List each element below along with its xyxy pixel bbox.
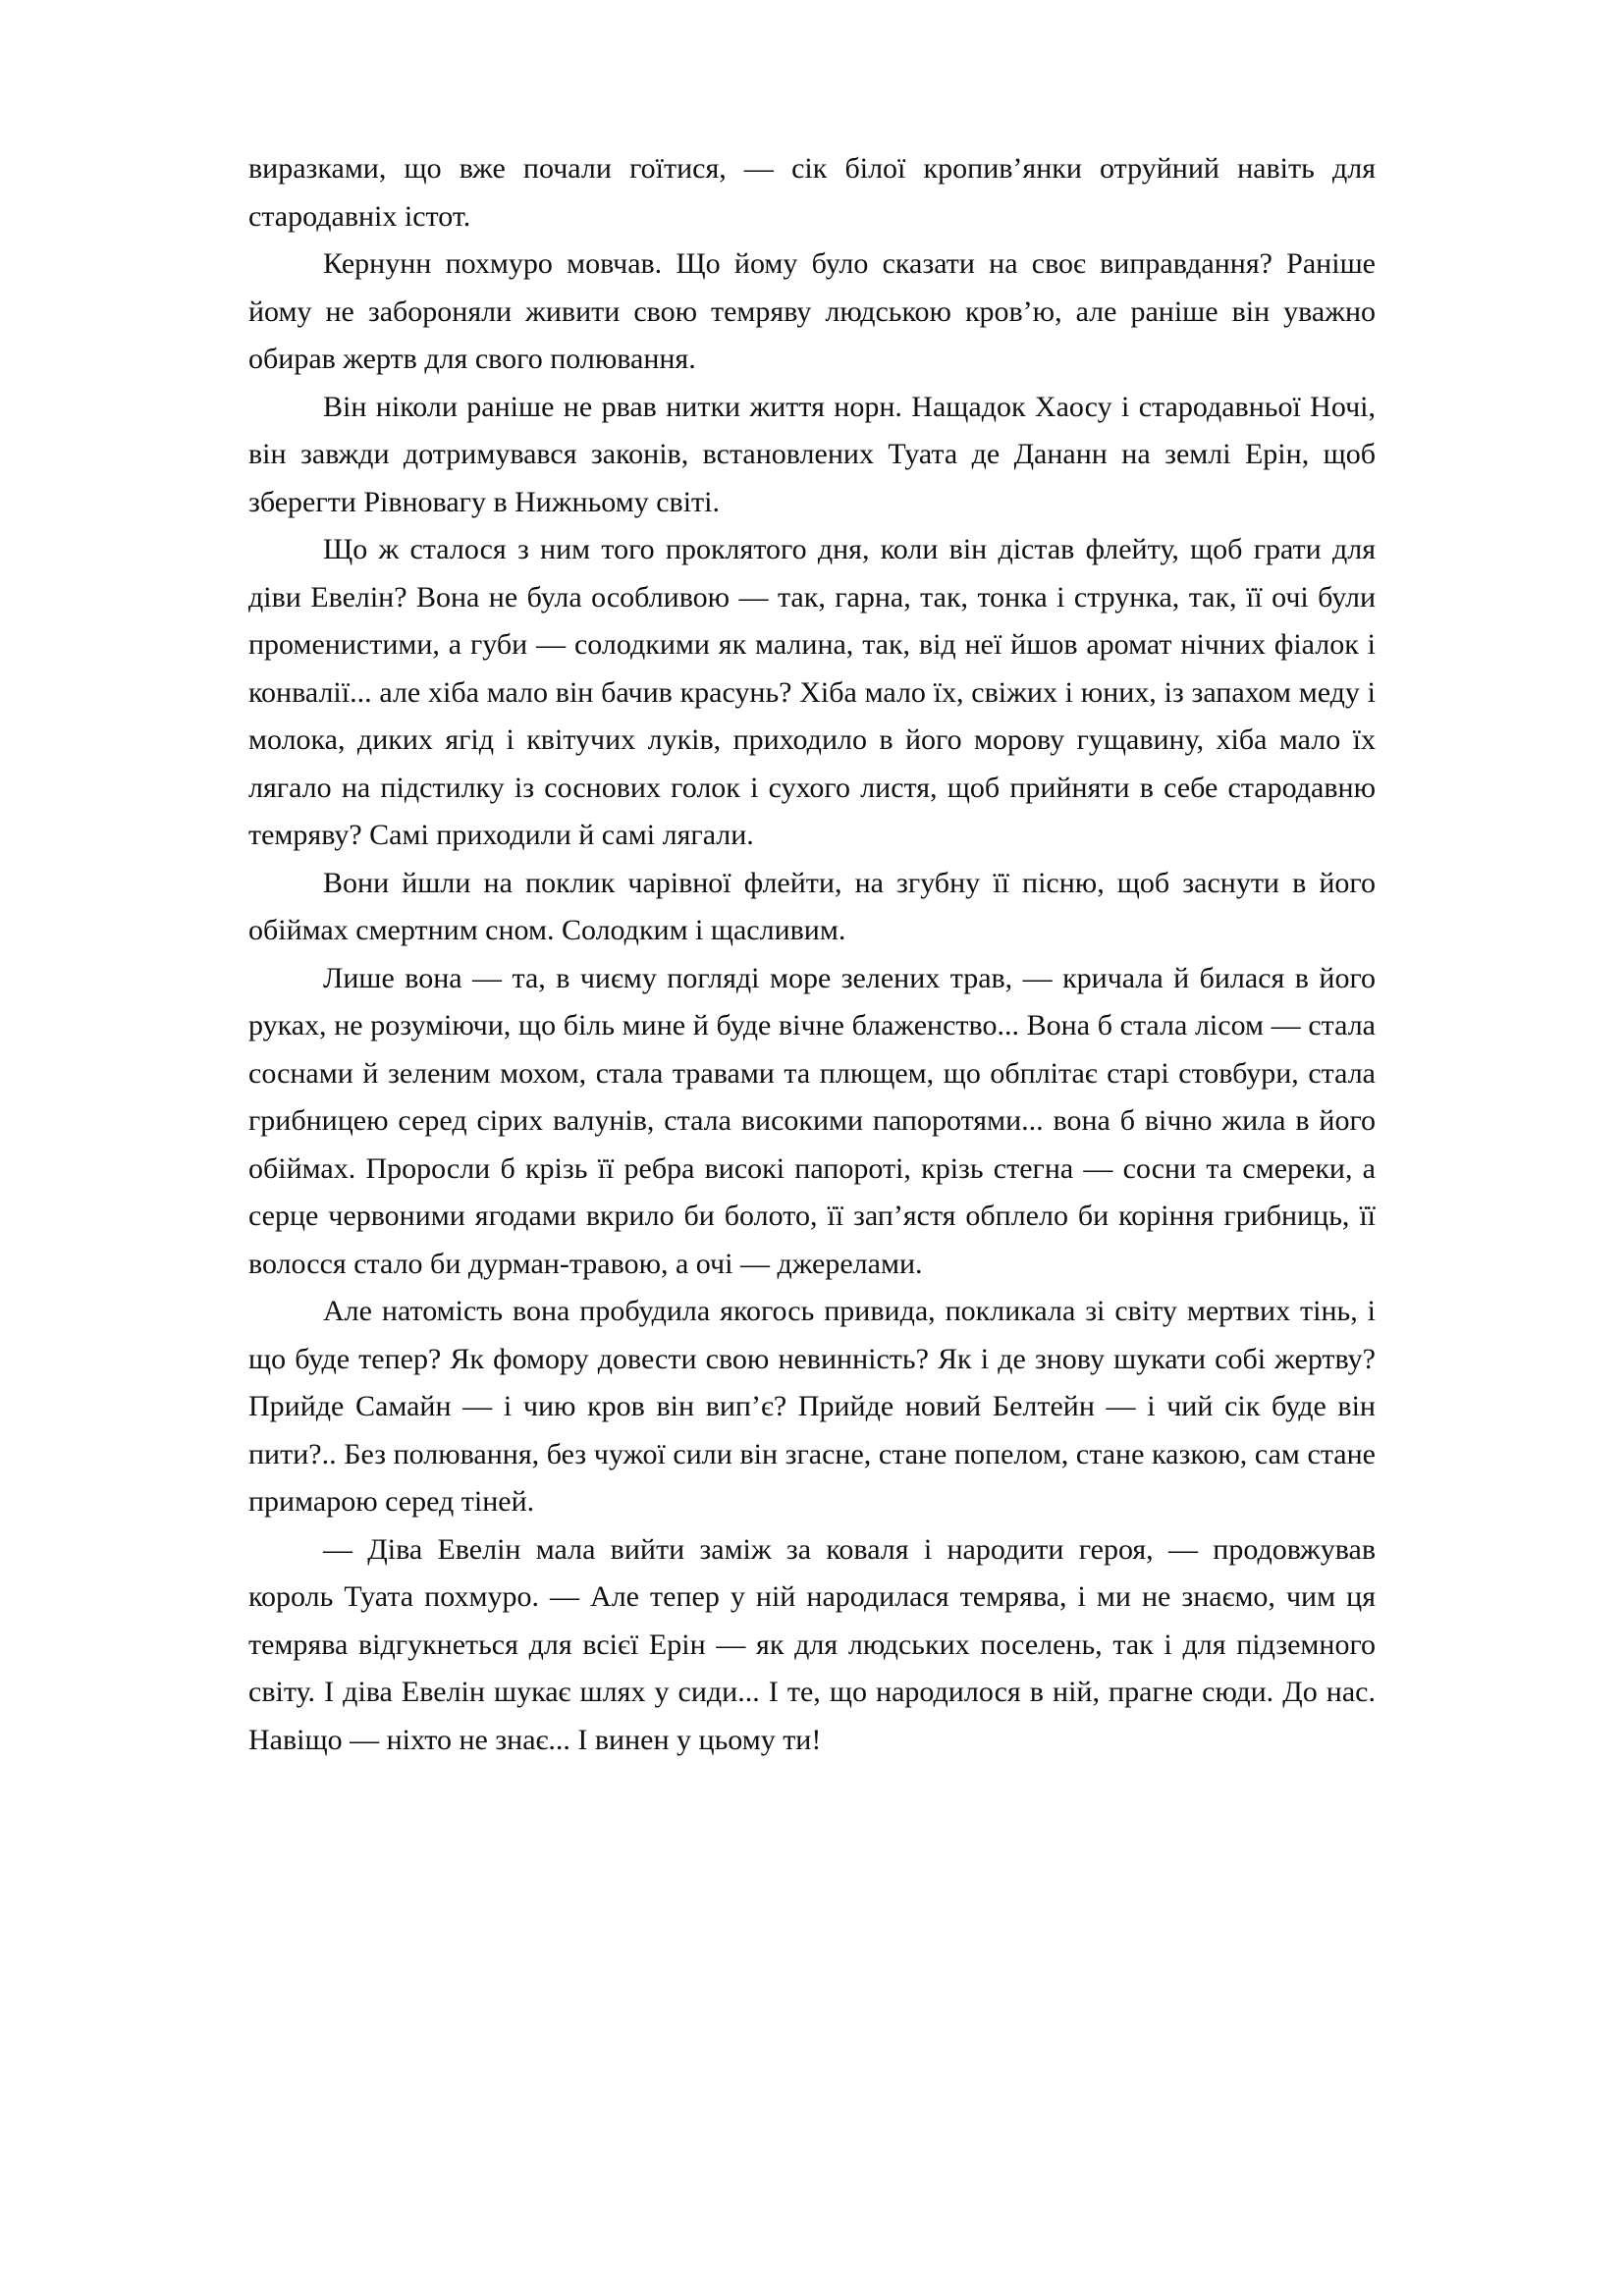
paragraph: виразками, що вже почали гоїтися, — сік білої кропив’янки отруйний навіть для стародавніх істот. [248, 152, 1376, 233]
paragraph: Що ж сталося з ним того проклятого дня, коли він дістав флейту, щоб грати для діви Евелін? Вона не була особливою — так, гарна, так, тонка і струнка, так, її очі були променистими, а губи — солодкими як малина, так, від неї йшов аромат нічних фіалок і конвалії... але хіба мало він бачив красунь? Хіба мало їх, свіжих і юних, із запахом меду і молока, диких ягід і квітучих луків, приходило в його морову гущавину, хіба мало їх лягало на підстилку із соснових голок і сухого листя, щоб прийняти в себе стародавню темряву? Самі приходили й самі лягали. [248, 533, 1376, 851]
paragraph: Кернунн похмуро мовчав. Що йому було сказати на своє виправдання? Раніше йому не забороняли живити свою темряву людською кров’ю, але раніше він уважно обирав жертв для свого полювання. [248, 247, 1376, 375]
paragraph: Лише вона — та, в чиєму погляді море зелених трав, — кричала й билася в його руках, не розуміючи, що біль мине й буде вічне блаженство... Вона б стала лісом — стала соснами й зеленим мохом, стала травами та плющем, що обплітає старі стовбури, стала грибницею серед сірих валунів, стала високими папоротями... вона б вічно жила в його обіймах. Проросли б крізь її ребра високі папороті, крізь стегна — сосни та смереки, а серце червоними ягодами вкрило би болото, її зап’ястя обплело би коріння грибниць, її волосся стало би дурман-травою, а очі — джерелами. [248, 961, 1376, 1280]
paragraph: — Діва Евелін мала вийти заміж за коваля і народити героя, — продовжував король Туата похмуро. — Але тепер у ній народилася темрява, і ми не знаємо, чим ця темрява відгукнеться для всієї Ерін — як для людських поселень, так і для підземного світу. І діва Евелін шукає шлях у сиди... І те, що народилося в ній, прагне сюди. До нас. Навіщо — ніхто не знає... І винен у цьому ти! [248, 1532, 1376, 1756]
body-text [248, 145, 1376, 1764]
paragraph: Вони йшли на поклик чарівної флейти, на згубну її пісню, щоб заснути в його обіймах смертним сном. Солодким і щасливим. [248, 866, 1376, 946]
paragraph: Але натомість вона пробудила якогось привида, покликала зі світу мертвих тінь, і що буде тепер? Як фомору довести свою невинність? Як і де знову шукати собі жертву? Прийде Самайн — і чию кров він вип’є? Прийде новий Белтейн — і чий сік буде він пити?.. Без полювання, без чужої сили він згасне, стане попелом, стане казкою, сам стане примарою серед тіней. [248, 1295, 1376, 1518]
paragraph: Він ніколи раніше не рвав нитки життя норн. Нащадок Хаосу і стародавньої Ночі, він завжди дотримувався законів, встановлених Туата де Дананн на землі Ерін, щоб зберегти Рівновагу в Нижньому світі. [248, 390, 1376, 518]
